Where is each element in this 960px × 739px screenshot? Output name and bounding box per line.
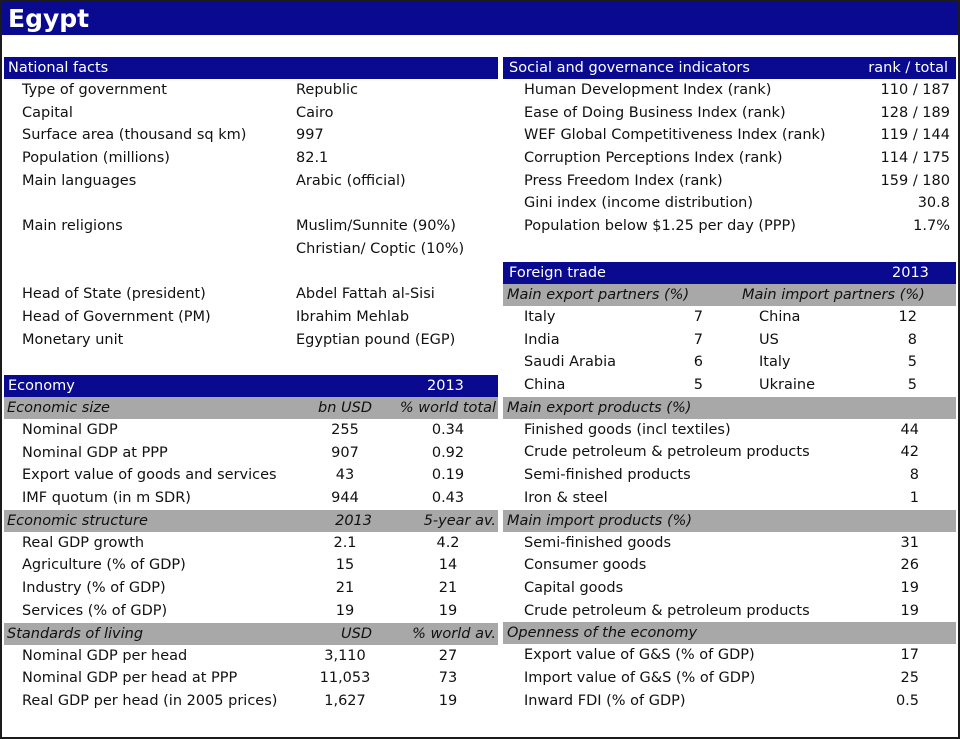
indicator-value: 159 / 180 xyxy=(880,172,950,189)
trade-value: 17 xyxy=(900,647,919,664)
economy-value-2: 4.2 xyxy=(436,534,460,551)
indicator-value: 119 / 144 xyxy=(880,127,950,144)
economy-label: Nominal GDP per head at PPP xyxy=(22,670,238,687)
social-indicator-row xyxy=(503,147,956,170)
national-facts-table xyxy=(4,79,498,351)
import-partners-title: Main import partners (%) xyxy=(742,287,925,303)
trade-row xyxy=(503,464,956,487)
trade-section-title: Openness of the economy xyxy=(507,625,698,642)
trade-value: 1 xyxy=(909,489,919,506)
economy-value-1: 11,053 xyxy=(319,670,371,687)
partner-row xyxy=(503,351,956,374)
national-fact-row xyxy=(4,329,498,352)
economy-value-1: 255 xyxy=(331,422,359,438)
economy-value-1: 21 xyxy=(335,580,355,597)
export-partner-name: China xyxy=(524,377,566,394)
trade-section-header xyxy=(503,397,956,419)
trade-section-header xyxy=(503,510,956,532)
trade-row xyxy=(503,644,956,667)
economy-label: Industry (% of GDP) xyxy=(22,580,166,597)
economy-section-header xyxy=(4,397,498,419)
trade-row xyxy=(503,690,956,713)
economy-label: Agriculture (% of GDP) xyxy=(22,557,186,574)
fact-label: Type of government xyxy=(22,82,167,98)
trade-value: 8 xyxy=(909,467,919,484)
indicator-label: Gini index (income distribution) xyxy=(524,195,754,212)
national-fact-row xyxy=(4,238,498,261)
trade-value: 19 xyxy=(900,602,919,619)
national-fact-row xyxy=(4,147,498,170)
economy-label: Nominal GDP xyxy=(22,422,118,438)
trade-header xyxy=(503,262,956,284)
economy-col1-header: bn USD xyxy=(318,400,372,416)
indicator-value: 114 / 175 xyxy=(880,150,950,167)
economy-row xyxy=(4,667,498,690)
economy-value-2: 27 xyxy=(438,647,458,664)
foreign-trade-panel xyxy=(503,262,956,712)
social-governance-panel xyxy=(503,57,956,238)
economy-value-1: 907 xyxy=(331,444,359,461)
economy-panel xyxy=(4,375,498,713)
import-partner-name: Ukraine xyxy=(759,377,815,394)
trade-row xyxy=(503,577,956,600)
export-partner-name: Italy xyxy=(524,309,556,325)
economy-label: Services (% of GDP) xyxy=(22,602,168,619)
economy-label: Export value of goods and services xyxy=(22,467,277,484)
trade-year: 2013 xyxy=(892,265,929,281)
fact-value: Christian/ Coptic (10%) xyxy=(296,240,465,257)
economy-label: IMF quotum (in m SDR) xyxy=(22,490,191,507)
fact-label: Head of State (president) xyxy=(22,286,206,303)
trade-value: 42 xyxy=(900,444,919,461)
trade-label: Capital goods xyxy=(524,579,624,596)
export-partner-value: 6 xyxy=(693,354,703,371)
social-rank-column: rank / total xyxy=(868,60,948,76)
economy-section-title: Standards of living xyxy=(7,625,144,642)
national-fact-row xyxy=(4,124,498,147)
partners-subheader xyxy=(503,284,956,306)
indicator-label: Ease of Doing Business Index (rank) xyxy=(524,104,786,121)
economy-row xyxy=(4,532,498,555)
trade-label: Consumer goods xyxy=(524,557,647,574)
trade-row xyxy=(503,600,956,623)
economy-section-title: Economic structure xyxy=(7,512,148,529)
import-partner-value: 8 xyxy=(907,331,917,348)
national-fact-row xyxy=(4,306,498,329)
national-fact-row xyxy=(4,283,498,306)
trade-products-table xyxy=(503,397,956,713)
economy-row xyxy=(4,690,498,713)
national-fact-row xyxy=(4,261,498,284)
social-header xyxy=(503,57,956,79)
import-partner-name: China xyxy=(759,309,801,325)
national-fact-row xyxy=(4,170,498,193)
economy-value-1: 15 xyxy=(335,557,355,574)
economy-row xyxy=(4,600,498,623)
fact-label: Main languages xyxy=(22,172,137,189)
page-title: Egypt xyxy=(2,2,958,35)
economy-row xyxy=(4,554,498,577)
national-fact-row xyxy=(4,192,498,215)
national-facts-panel xyxy=(4,57,498,351)
economy-col1-header: 2013 xyxy=(335,512,372,529)
national-fact-row xyxy=(4,102,498,125)
import-partner-value: 12 xyxy=(898,309,917,325)
trade-section-title: Main import products (%) xyxy=(507,512,693,529)
economy-col2-header: 5-year av. xyxy=(423,512,496,529)
trade-label: Semi-finished products xyxy=(524,467,691,484)
economy-title: Economy xyxy=(8,378,75,394)
export-partner-name: Saudi Arabia xyxy=(524,354,617,371)
economy-value-2: 19 xyxy=(438,692,458,709)
trade-value: 26 xyxy=(900,557,919,574)
economy-value-1: 43 xyxy=(335,467,355,484)
fact-value: Abdel Fattah al-Sisi xyxy=(296,286,435,303)
fact-label: Monetary unit xyxy=(22,331,124,348)
indicator-label: Population below $1.25 per day (PPP) xyxy=(524,218,796,235)
partners-table xyxy=(503,306,956,397)
partner-row xyxy=(503,374,956,397)
economy-col1-header: USD xyxy=(341,625,372,642)
trade-label: Inward FDI (% of GDP) xyxy=(524,692,686,709)
social-indicator-row xyxy=(503,192,956,215)
economy-header xyxy=(4,375,498,397)
indicator-value: 110 / 187 xyxy=(880,82,950,98)
economy-value-2: 0.92 xyxy=(431,444,465,461)
fact-value: Cairo xyxy=(296,104,334,121)
trade-section-title: Main export products (%) xyxy=(507,399,692,416)
economy-value-1: 2.1 xyxy=(333,534,357,551)
indicator-label: Press Freedom Index (rank) xyxy=(524,172,723,189)
fact-value: Republic xyxy=(296,82,358,98)
trade-row xyxy=(503,667,956,690)
economy-row xyxy=(4,645,498,668)
economy-section-header xyxy=(4,510,498,532)
indicator-value: 128 / 189 xyxy=(880,104,950,121)
trade-value: 25 xyxy=(900,669,919,686)
indicator-value: 1.7% xyxy=(913,218,950,235)
social-table xyxy=(503,79,956,238)
social-indicator-row xyxy=(503,79,956,102)
economy-value-1: 944 xyxy=(331,490,359,507)
trade-label: Export value of G&S (% of GDP) xyxy=(524,647,755,664)
national-fact-row xyxy=(4,215,498,238)
economy-row xyxy=(4,464,498,487)
trade-row xyxy=(503,554,956,577)
fact-label: Head of Government (PM) xyxy=(22,308,211,325)
indicator-value: 30.8 xyxy=(917,195,950,212)
economy-row xyxy=(4,487,498,510)
fact-label: Capital xyxy=(22,104,73,121)
economy-label: Nominal GDP per head xyxy=(22,647,188,664)
economy-label: Nominal GDP at PPP xyxy=(22,444,168,461)
social-indicator-row xyxy=(503,170,956,193)
economy-row xyxy=(4,577,498,600)
social-indicator-row xyxy=(503,215,956,238)
import-partner-value: 5 xyxy=(907,377,917,394)
economy-label: Real GDP per head (in 2005 prices) xyxy=(22,692,278,709)
fact-value: Muslim/Sunnite (90%) xyxy=(296,218,456,235)
trade-row xyxy=(503,532,956,555)
national-fact-row xyxy=(4,79,498,102)
economy-col2-header: % world av. xyxy=(412,625,496,642)
economy-value-1: 19 xyxy=(335,602,355,619)
fact-label: Main religions xyxy=(22,218,123,235)
indicator-label: Human Development Index (rank) xyxy=(524,82,772,98)
partner-row xyxy=(503,329,956,352)
social-title: Social and governance indicators xyxy=(509,60,750,76)
export-partners-title: Main export partners (%) xyxy=(507,287,690,303)
trade-title: Foreign trade xyxy=(509,265,606,281)
trade-label: Semi-finished goods xyxy=(524,534,672,551)
economy-col2-header: % world total xyxy=(399,400,496,416)
economy-value-2: 0.19 xyxy=(431,467,465,484)
fact-label: Surface area (thousand sq km) xyxy=(22,127,247,144)
trade-label: Import value of G&S (% of GDP) xyxy=(524,669,756,686)
economy-value-2: 14 xyxy=(438,557,458,574)
trade-section-header xyxy=(503,622,956,644)
fact-value: Arabic (official) xyxy=(296,172,406,189)
trade-row xyxy=(503,487,956,510)
economy-value-2: 73 xyxy=(438,670,458,687)
trade-value: 19 xyxy=(900,579,919,596)
indicator-label: WEF Global Competitiveness Index (rank) xyxy=(524,127,826,144)
trade-label: Iron & steel xyxy=(524,489,608,506)
economy-value-1: 1,627 xyxy=(324,692,366,709)
indicator-label: Corruption Perceptions Index (rank) xyxy=(524,150,783,167)
economy-row xyxy=(4,419,498,442)
economy-value-2: 21 xyxy=(438,580,458,597)
economy-section-header xyxy=(4,623,498,645)
trade-label: Crude petroleum & petroleum products xyxy=(524,602,810,619)
social-indicator-row xyxy=(503,124,956,147)
export-partner-name: India xyxy=(524,331,560,348)
trade-value: 31 xyxy=(900,534,919,551)
economy-section-title: Economic size xyxy=(7,400,110,416)
trade-row xyxy=(503,441,956,464)
economy-label: Real GDP growth xyxy=(22,534,145,551)
export-partner-value: 7 xyxy=(693,331,703,348)
economy-value-2: 19 xyxy=(438,602,458,619)
economy-year: 2013 xyxy=(427,378,464,394)
economy-value-2: 0.34 xyxy=(431,422,465,438)
national-facts-title: National facts xyxy=(8,60,109,76)
import-partner-name: US xyxy=(759,331,779,348)
economy-value-1: 3,110 xyxy=(324,647,366,664)
import-partner-value: 5 xyxy=(907,354,917,371)
partner-row xyxy=(503,306,956,329)
fact-value: 82.1 xyxy=(296,150,329,167)
fact-value: Egyptian pound (EGP) xyxy=(296,331,456,348)
fact-value: 997 xyxy=(296,127,324,144)
fact-value: Ibrahim Mehlab xyxy=(296,308,410,325)
trade-label: Crude petroleum & petroleum products xyxy=(524,444,810,461)
trade-value: 0.5 xyxy=(895,692,919,709)
national-facts-header xyxy=(4,57,498,79)
economy-table xyxy=(4,397,498,713)
economy-row xyxy=(4,442,498,465)
export-partner-value: 7 xyxy=(693,309,703,325)
trade-value: 44 xyxy=(900,421,919,438)
fact-label: Population (millions) xyxy=(22,150,170,167)
economy-value-2: 0.43 xyxy=(431,490,465,507)
export-partner-value: 5 xyxy=(693,377,703,394)
trade-row xyxy=(503,419,956,442)
import-partner-name: Italy xyxy=(759,354,791,371)
trade-label: Finished goods (incl textiles) xyxy=(524,421,731,438)
social-indicator-row xyxy=(503,102,956,125)
